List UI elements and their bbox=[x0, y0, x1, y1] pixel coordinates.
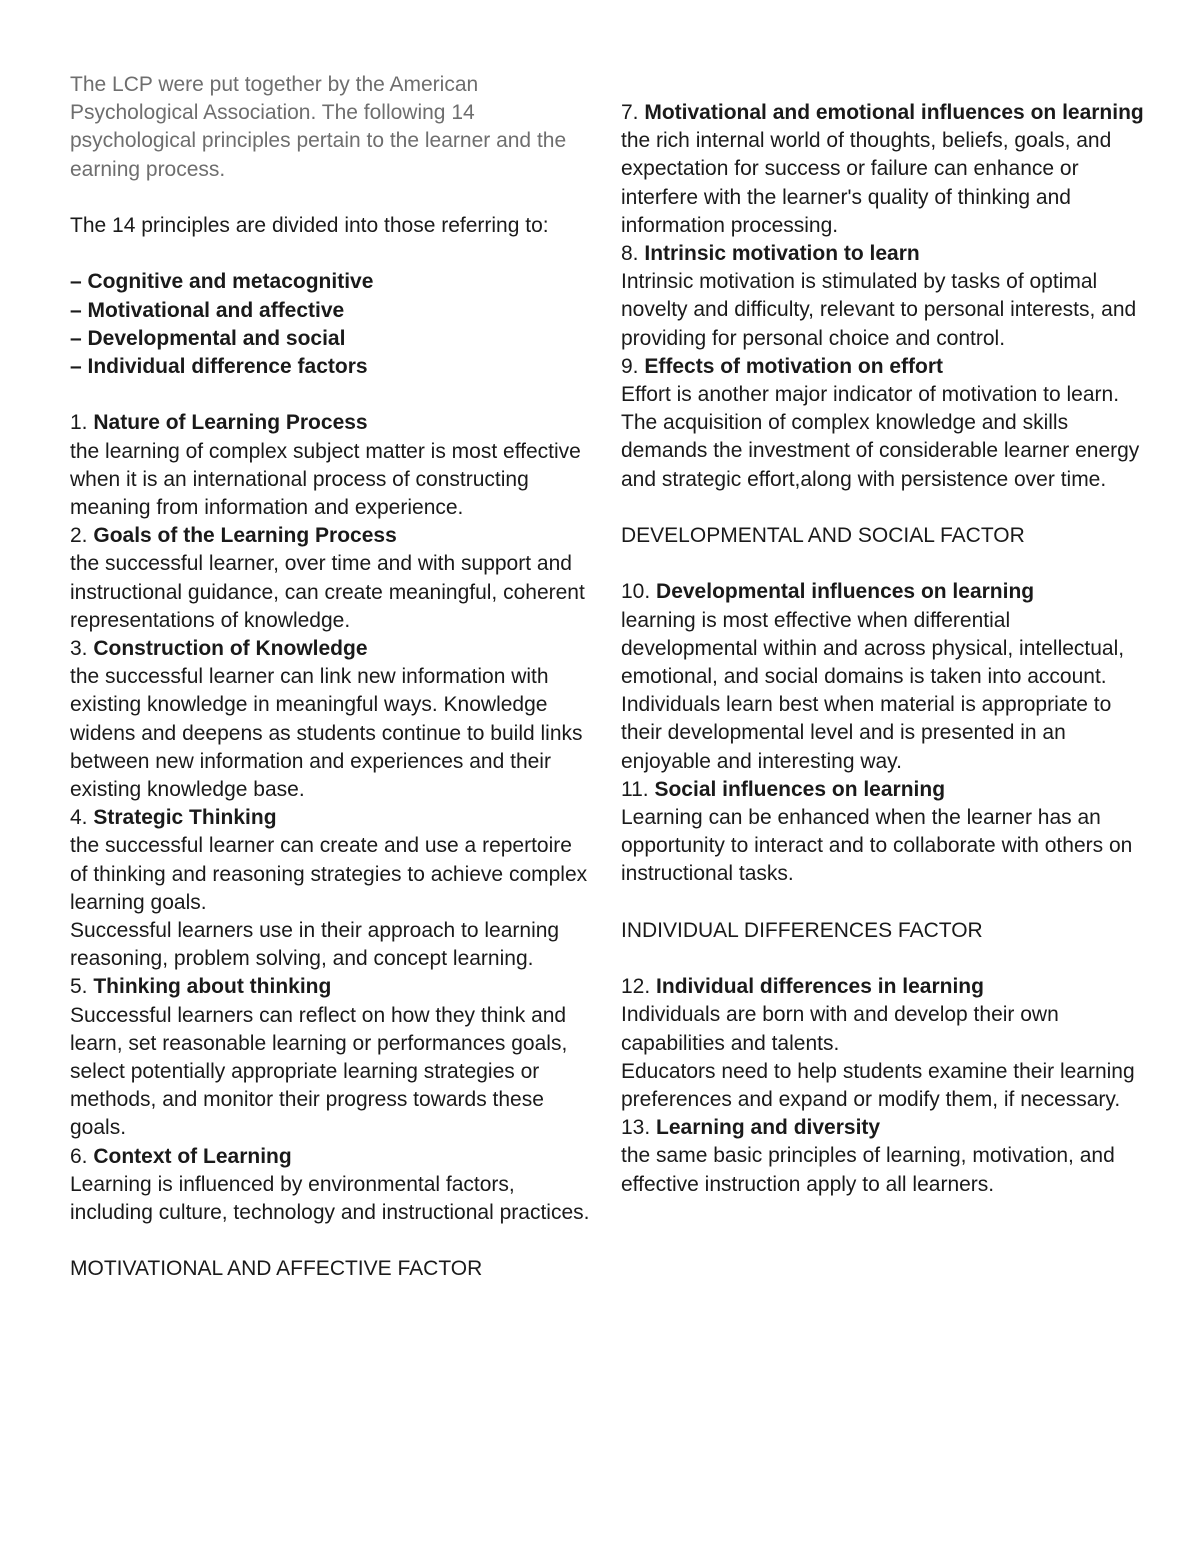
principle-heading bbox=[70, 804, 590, 832]
section-heading-developmental: DEVELOPMENTAL AND SOCIAL FACTOR bbox=[621, 524, 1025, 548]
section-heading-individual: INDIVIDUAL DIFFERENCES FACTOR bbox=[621, 918, 983, 942]
principle-body: Effort is another major indicator of motivation to learn. The acquisition of complex knowledge and skills demands the investment of considerable learner energy and strategic effort,along with persistence over time. bbox=[621, 383, 1140, 491]
principle-number: 2. bbox=[70, 524, 94, 548]
principle-number: 13. bbox=[621, 1116, 657, 1140]
principle-title: Thinking about thinking bbox=[93, 975, 332, 999]
principle-heading bbox=[621, 973, 1146, 1001]
principle-heading bbox=[70, 973, 590, 1001]
principle-heading bbox=[621, 776, 1146, 804]
categories-intro: The 14 principles are divided into those referring to: bbox=[70, 214, 549, 237]
principle-body: the successful learner, over time and with support and instructional guidance, can create meaningful, coherent representations of knowledge. bbox=[70, 552, 585, 632]
principle-heading bbox=[621, 578, 1146, 606]
principle-heading bbox=[70, 522, 590, 550]
principle-heading bbox=[70, 635, 590, 663]
principle-title: Construction of Knowledge bbox=[93, 637, 368, 661]
principle-body: the learning of complex subject matter is most effective when it is an international process of constructing meaning from information and experience. bbox=[70, 439, 581, 519]
principle-heading bbox=[70, 1143, 590, 1171]
principle-heading bbox=[621, 99, 1146, 127]
principle-body: Educators need to help students examine their learning preferences and expand or modify them, if necessary. bbox=[621, 1059, 1135, 1112]
section-heading-motivational: MOTIVATIONAL AND AFFECTIVE FACTOR bbox=[70, 1257, 483, 1281]
principle-number: 7. bbox=[621, 101, 645, 124]
principle-body: the successful learner can create and use a repertoire of thinking and reasoning strategies to achieve complex learning goals. bbox=[70, 834, 588, 914]
principle-heading bbox=[70, 409, 590, 437]
principle-4 bbox=[70, 804, 590, 973]
principle-6 bbox=[70, 1143, 590, 1228]
right-column bbox=[621, 99, 1146, 1199]
principle-title: Context of Learning bbox=[93, 1144, 292, 1168]
principle-body: the successful learner can link new information with existing knowledge in meaningful ways. Knowledge widens and deepens as students continue to build links between new information and experiences and their existing knowledge base. bbox=[70, 665, 583, 802]
principle-title: Individual differences in learning bbox=[656, 975, 984, 999]
principle-body: the same basic principles of learning, motivation, and effective instruction apply to all learners. bbox=[621, 1144, 1115, 1196]
principle-number: 3. bbox=[70, 637, 94, 661]
principle-number: 9. bbox=[621, 354, 645, 378]
principle-8 bbox=[621, 240, 1146, 353]
principle-body: learning is most effective when differential developmental within and across physical, intellectual, emotional, and social domains is taken into account. bbox=[621, 608, 1125, 689]
principle-2 bbox=[70, 522, 590, 635]
principle-title: Intrinsic motivation to learn bbox=[644, 242, 920, 266]
principle-title: Developmental influences on learning bbox=[656, 580, 1035, 604]
principle-body: Successful learners use in their approach to learning reasoning, problem solving, and concept learning. bbox=[70, 919, 560, 971]
principle-3 bbox=[70, 635, 590, 804]
principle-5 bbox=[70, 973, 590, 1142]
principle-heading bbox=[621, 353, 1146, 381]
principle-body: Individuals learn best when material is appropriate to their developmental level and is presented in an enjoyable and interesting way. bbox=[621, 693, 1112, 773]
category-item: – Motivational and affective bbox=[70, 298, 345, 322]
principle-body: Learning can be enhanced when the learner has an opportunity to interact and to collaborate with others on instructional tasks. bbox=[621, 806, 1133, 886]
left-column bbox=[70, 71, 590, 1284]
principle-11 bbox=[621, 776, 1146, 889]
principle-heading bbox=[621, 240, 1146, 268]
principle-title: Effects of motivation on effort bbox=[644, 354, 944, 378]
principle-body: Intrinsic motivation is stimulated by tasks of optimal novelty and difficulty, relevant to personal interests, and providing for personal choice and control. bbox=[621, 270, 1137, 350]
principle-10 bbox=[621, 578, 1146, 775]
principle-number: 5. bbox=[70, 975, 94, 999]
principle-number: 11. bbox=[621, 777, 655, 801]
principle-number: 12. bbox=[621, 975, 657, 999]
principle-title: Strategic Thinking bbox=[93, 806, 277, 830]
principle-12 bbox=[621, 973, 1146, 1114]
principle-body: Individuals are born with and develop their own capabilities and talents. bbox=[621, 1003, 1059, 1055]
principle-number: 10. bbox=[621, 580, 657, 604]
principle-title: Learning and diversity bbox=[656, 1116, 881, 1140]
principle-heading bbox=[621, 1114, 1146, 1142]
principle-number: 6. bbox=[70, 1144, 94, 1168]
principle-9 bbox=[621, 353, 1146, 494]
principle-body: Learning is influenced by environmental factors, including culture, technology and instructional practices. bbox=[70, 1172, 590, 1225]
category-item: – Developmental and social bbox=[70, 326, 346, 350]
principle-body: Successful learners can reflect on how they think and learn, set reasonable learning or performances goals, select potentially appropriate learning strategies or methods, and monitor their progress towards these goals. bbox=[70, 1003, 568, 1140]
category-item: – Individual difference factors bbox=[70, 355, 368, 378]
category-item: – Cognitive and metacognitive bbox=[70, 270, 374, 294]
principle-number: 4. bbox=[70, 806, 94, 830]
principle-1 bbox=[70, 409, 590, 522]
principle-title: Nature of Learning Process bbox=[93, 411, 368, 435]
principle-title: Goals of the Learning Process bbox=[93, 524, 397, 548]
principle-number: 8. bbox=[621, 242, 645, 266]
intro-paragraph: The LCP were put together by the American Psychological Association. The following 14 psychological principles pertain to the learner and the earning process. bbox=[70, 73, 567, 181]
principle-title: Motivational and emotional influences on learning bbox=[644, 101, 1144, 124]
principle-13 bbox=[621, 1114, 1146, 1199]
principle-title: Social influences on learning bbox=[654, 777, 946, 801]
principle-body: the rich internal world of thoughts, beliefs, goals, and expectation for success or failure can enhance or interfere with the learner's quality of thinking and information processing. bbox=[621, 129, 1112, 237]
principle-number: 1. bbox=[70, 411, 94, 435]
principle-7 bbox=[621, 99, 1146, 240]
